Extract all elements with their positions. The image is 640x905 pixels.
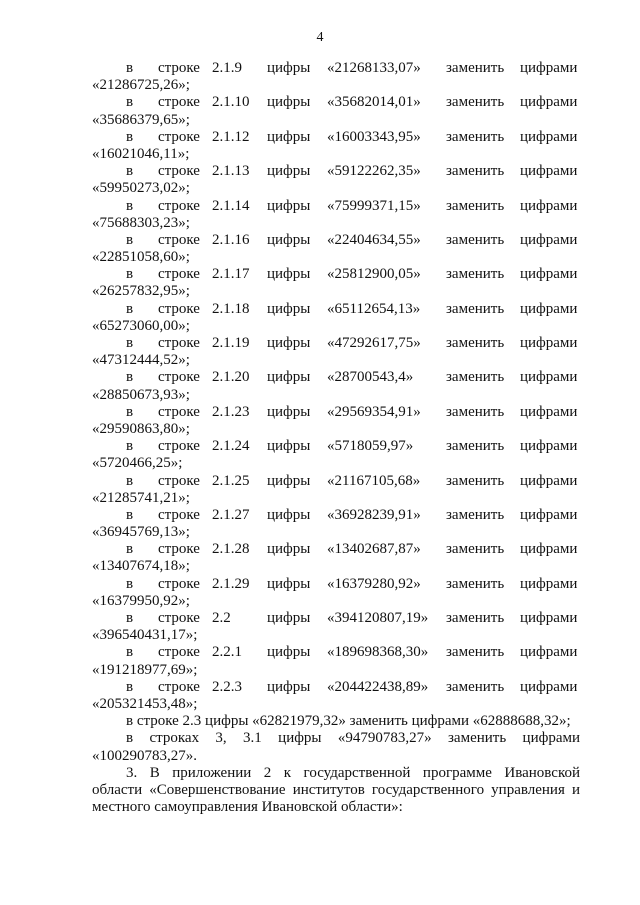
digits-word: цифры: [267, 231, 311, 248]
stroke-word: строке: [158, 678, 200, 695]
old-value: «189698368,30»: [327, 644, 429, 661]
stroke-word: строке: [158, 644, 200, 661]
row-number: 2.1.24: [212, 438, 250, 455]
new-value: «5720466,25»;: [92, 455, 183, 472]
replace-word: заменить: [446, 60, 505, 76]
prefix-word: в: [126, 678, 134, 695]
replacement-entry: [0, 679, 640, 713]
prefix-word: в: [126, 575, 134, 592]
document-body: [0, 60, 640, 816]
prefix-word: в: [126, 60, 134, 76]
new-value: «13407674,18»;: [92, 558, 190, 575]
replace-word: заменить: [446, 266, 505, 283]
new-value: «36945769,13»;: [92, 524, 190, 541]
with-digits-word: цифрами: [520, 575, 578, 592]
line-2-3: в строке 2.3 цифры «62821979,32» заменить цифрами «62888688,32»;: [126, 713, 571, 730]
entry-line-1: [0, 335, 640, 352]
replacement-entry: [0, 129, 640, 163]
new-value: «75688303,23»;: [92, 214, 190, 231]
replacement-entry: [0, 473, 640, 507]
replace-word: заменить: [446, 610, 505, 626]
new-value: «28850673,93»;: [92, 386, 190, 403]
prefix-word: в: [126, 506, 134, 523]
replace-word: заменить: [446, 403, 505, 420]
row-number: 2.2.1: [212, 644, 242, 661]
replacement-entry: [0, 232, 640, 266]
with-digits-word: цифрами: [520, 610, 578, 626]
with-digits-word: цифрами: [520, 266, 578, 283]
with-digits-word: цифрами: [520, 472, 578, 489]
prefix-word: в: [126, 163, 134, 180]
digits-word: цифры: [267, 300, 311, 317]
replacement-entry: [0, 438, 640, 472]
with-digits-word: цифрами: [520, 506, 578, 523]
digits-word: цифры: [267, 335, 311, 351]
stroke-word: строке: [158, 403, 200, 420]
old-value: «16003343,95»: [327, 128, 421, 145]
prefix-word: в: [126, 472, 134, 489]
replace-word: заменить: [446, 438, 505, 455]
replacement-entry: [0, 198, 640, 232]
prefix-word: в: [126, 335, 134, 351]
new-value: «47312444,52»;: [92, 352, 190, 369]
lines-3-line2: «100290783,27».: [92, 747, 197, 764]
with-digits-word: цифрами: [520, 60, 578, 76]
entry-line-1: [0, 94, 640, 111]
digits-word: цифры: [267, 403, 311, 420]
row-number: 2.1.16: [212, 231, 250, 248]
entry-line-1: [0, 163, 640, 180]
stroke-word: строке: [158, 472, 200, 489]
entry-line-1: [0, 60, 640, 77]
digits-word: цифры: [267, 678, 311, 695]
old-value: «21167105,68»: [327, 472, 421, 489]
new-value: «29590863,80»;: [92, 420, 190, 437]
digits-word: цифры: [267, 94, 311, 111]
stroke-word: строке: [158, 438, 200, 455]
prefix-word: в: [126, 197, 134, 214]
old-value: «75999371,15»: [327, 197, 421, 214]
replace-word: заменить: [446, 300, 505, 317]
new-value: «21285741,21»;: [92, 489, 190, 506]
replacement-entry: [0, 94, 640, 128]
with-digits-word: цифрами: [520, 438, 578, 455]
prefix-word: в: [126, 644, 134, 661]
entry-line-1: [0, 610, 640, 627]
replacement-entry: [0, 301, 640, 335]
replacement-entry: [0, 644, 640, 678]
prefix-word: в: [126, 438, 134, 455]
digits-word: цифры: [267, 369, 311, 386]
replacement-entry: [0, 404, 640, 438]
prefix-word: в: [126, 369, 134, 386]
replace-word: заменить: [446, 231, 505, 248]
row-number: 2.1.20: [212, 369, 250, 386]
old-value: «65112654,13»: [327, 300, 421, 317]
replacement-entry: [0, 369, 640, 403]
prefix-word: в: [126, 128, 134, 145]
prefix-word: в: [126, 610, 134, 626]
row-number: 2.2.3: [212, 678, 242, 695]
replacement-entry: [0, 576, 640, 610]
with-digits-word: цифрами: [520, 300, 578, 317]
row-number: 2.1.18: [212, 300, 250, 317]
replace-word: заменить: [446, 369, 505, 386]
old-value: «204422438,89»: [327, 678, 429, 695]
digits-word: цифры: [267, 438, 311, 455]
entry-line-1: [0, 507, 640, 524]
stroke-word: строке: [158, 231, 200, 248]
replace-word: заменить: [446, 678, 505, 695]
with-digits-word: цифрами: [520, 369, 578, 386]
digits-word: цифры: [267, 575, 311, 592]
digits-word: цифры: [267, 541, 311, 558]
with-digits-word: цифрами: [520, 541, 578, 558]
with-digits-word: цифрами: [520, 231, 578, 248]
replace-word: заменить: [446, 335, 505, 351]
with-digits-word: цифрами: [520, 128, 578, 145]
with-digits-word: цифрами: [520, 197, 578, 214]
with-digits-word: цифрами: [520, 335, 578, 351]
digits-word: цифры: [267, 163, 311, 180]
entry-line-1: [0, 301, 640, 318]
old-value: «5718059,97»: [327, 438, 414, 455]
new-value: «21286725,26»;: [92, 77, 190, 94]
paragraph-3-line3: местного самоуправления Ивановской области»:: [92, 799, 403, 816]
with-digits-word: цифрами: [520, 678, 578, 695]
entry-line-1: [0, 576, 640, 593]
stroke-word: строке: [158, 575, 200, 592]
old-value: «25812900,05»: [327, 266, 421, 283]
stroke-word: строке: [158, 94, 200, 111]
prefix-word: в: [126, 300, 134, 317]
stroke-word: строке: [158, 128, 200, 145]
prefix-word: в: [126, 403, 134, 420]
entry-line-1: [0, 232, 640, 249]
digits-word: цифры: [267, 60, 311, 76]
replacement-entry: [0, 507, 640, 541]
paragraph-3-line1: 3. В приложении 2 к государственной программе Ивановской: [126, 764, 580, 781]
old-value: «28700543,4»: [327, 369, 414, 386]
stroke-word: строке: [158, 369, 200, 386]
digits-word: цифры: [267, 266, 311, 283]
with-digits-word: цифрами: [520, 94, 578, 111]
row-number: 2.1.25: [212, 472, 250, 489]
new-value: «35686379,65»;: [92, 111, 190, 128]
new-value: «22851058,60»;: [92, 249, 190, 266]
prefix-word: в: [126, 231, 134, 248]
row-number: 2.1.19: [212, 335, 250, 351]
entry-line-1: [0, 679, 640, 696]
digits-word: цифры: [267, 610, 311, 626]
row-number: 2.1.13: [212, 163, 250, 180]
entry-line-1: [0, 198, 640, 215]
lines-3-line1: в строках 3, 3.1 цифры «94790783,27» заменить цифрами: [126, 730, 580, 747]
new-value: «65273060,00»;: [92, 317, 190, 334]
stroke-word: строке: [158, 541, 200, 558]
stroke-word: строке: [158, 163, 200, 180]
stroke-word: строке: [158, 60, 200, 76]
replace-word: заменить: [446, 163, 505, 180]
replace-word: заменить: [446, 541, 505, 558]
digits-word: цифры: [267, 644, 311, 661]
replacement-entry: [0, 266, 640, 300]
stroke-word: строке: [158, 300, 200, 317]
with-digits-word: цифрами: [520, 403, 578, 420]
old-value: «35682014,01»: [327, 94, 421, 111]
row-number: 2.1.23: [212, 403, 250, 420]
replacement-entry: [0, 541, 640, 575]
row-number: 2.1.27: [212, 506, 250, 523]
old-value: «16379280,92»: [327, 575, 421, 592]
row-number: 2.1.17: [212, 266, 250, 283]
row-number: 2.1.28: [212, 541, 250, 558]
replace-word: заменить: [446, 506, 505, 523]
replacement-list: [0, 60, 640, 713]
new-value: «396540431,17»;: [92, 627, 198, 644]
replacement-entry: [0, 163, 640, 197]
replace-word: заменить: [446, 197, 505, 214]
replacement-entry: [0, 335, 640, 369]
entry-line-1: [0, 369, 640, 386]
entry-line-1: [0, 644, 640, 661]
stroke-word: строке: [158, 610, 200, 626]
old-value: «21268133,07»: [327, 60, 421, 76]
old-value: «13402687,87»: [327, 541, 421, 558]
prefix-word: в: [126, 266, 134, 283]
row-number: 2.1.29: [212, 575, 250, 592]
entry-line-1: [0, 438, 640, 455]
paragraph-3-line2: области «Совершенствование институтов государственного управления и: [92, 781, 580, 798]
entry-line-1: [0, 266, 640, 283]
prefix-word: в: [126, 94, 134, 111]
stroke-word: строке: [158, 197, 200, 214]
digits-word: цифры: [267, 197, 311, 214]
new-value: «16379950,92»;: [92, 592, 190, 609]
row-number: 2.1.9: [212, 60, 242, 76]
stroke-word: строке: [158, 506, 200, 523]
entry-line-1: [0, 473, 640, 490]
replace-word: заменить: [446, 644, 505, 661]
replacement-entry: [0, 610, 640, 644]
old-value: «47292617,75»: [327, 335, 421, 351]
with-digits-word: цифрами: [520, 163, 578, 180]
new-value: «205321453,48»;: [92, 695, 198, 712]
page-number: 4: [316, 30, 324, 45]
new-value: «191218977,69»;: [92, 661, 198, 678]
replacement-entry: [0, 60, 640, 94]
replace-word: заменить: [446, 472, 505, 489]
row-number: 2.2: [212, 610, 231, 626]
digits-word: цифры: [267, 506, 311, 523]
new-value: «16021046,11»;: [92, 145, 190, 162]
old-value: «22404634,55»: [327, 231, 421, 248]
entry-line-1: [0, 129, 640, 146]
stroke-word: строке: [158, 335, 200, 351]
old-value: «59122262,35»: [327, 163, 421, 180]
prefix-word: в: [126, 541, 134, 558]
new-value: «26257832,95»;: [92, 283, 190, 300]
replace-word: заменить: [446, 575, 505, 592]
replace-word: заменить: [446, 94, 505, 111]
row-number: 2.1.10: [212, 94, 250, 111]
old-value: «29569354,91»: [327, 403, 421, 420]
replace-word: заменить: [446, 128, 505, 145]
stroke-word: строке: [158, 266, 200, 283]
entry-line-1: [0, 404, 640, 421]
digits-word: цифры: [267, 472, 311, 489]
old-value: «394120807,19»: [327, 610, 429, 626]
old-value: «36928239,91»: [327, 506, 421, 523]
digits-word: цифры: [267, 128, 311, 145]
row-number: 2.1.14: [212, 197, 250, 214]
new-value: «59950273,02»;: [92, 180, 190, 197]
with-digits-word: цифрами: [520, 644, 578, 661]
entry-line-1: [0, 541, 640, 558]
row-number: 2.1.12: [212, 128, 250, 145]
